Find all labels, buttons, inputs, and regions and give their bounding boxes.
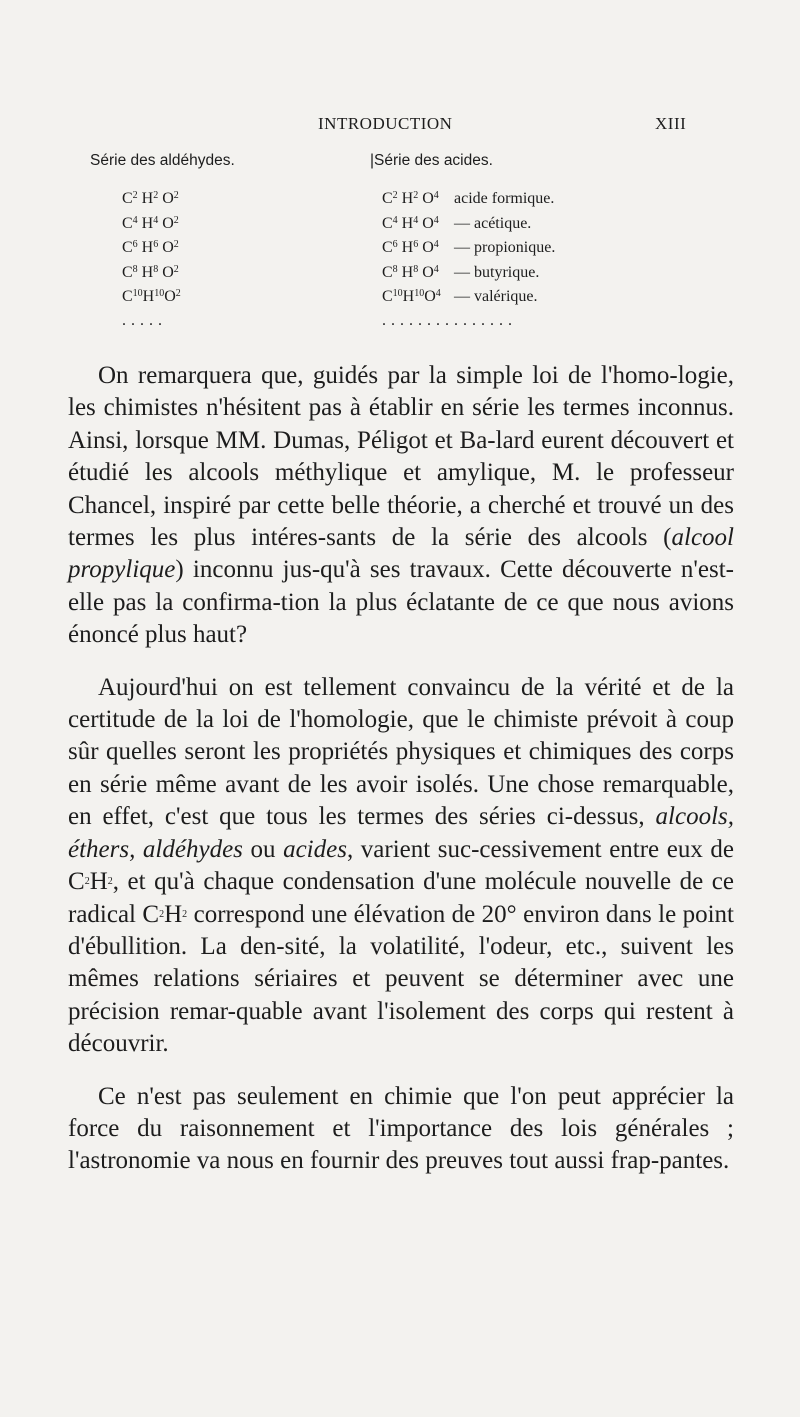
body-text [68, 360, 734, 1178]
running-title: INTRODUCTION [318, 114, 453, 133]
acid-name: — propionique. [454, 239, 556, 256]
acid-formula-list [382, 190, 556, 313]
acid-row [382, 263, 540, 289]
acid-name: — acétique. [454, 214, 532, 232]
acid-formula: $C^4$ $H^4$ $O^4$ [382, 214, 439, 232]
aldehyde-formula: $C^4$ $H^4$ $O^2$ [122, 214, 179, 232]
aldehyde-formula: $C^{10}H^{10}O^2$ [122, 288, 181, 305]
running-header [0, 114, 800, 138]
paragraph-3: Ce n'est pas seulement en chimie que l'on peut apprécier la force du raisonnement et l'importance des lois générales ; l'astronomie va nous en fournir des preuves tout aussi frap-pantes. [68, 1082, 734, 1175]
acid-name: — valérique. [454, 288, 538, 305]
acid-name: — butyrique. [454, 263, 540, 281]
acid-formula: $C^8$ $H^8$ $O^4$ [382, 263, 439, 281]
continuation-dots-left: ..... [122, 312, 167, 329]
paragraph-1: On remarquera que, guidés par la simple loi de l'homo-logie, les chimistes n'hésitent pas à établir en série les termes inconnus. Ainsi, lorsque MM. Dumas, Péligot et Ba-lard eurent découvert et étudié les alcools méthylique et amylique, M. le professeur Chancel, inspiré par cette belle théorie, a cherché et trouvé un des termes les plus intéres-sants de la série des alcools (alcool propylique) inconnu jus-qu'à ses travaux. Cette découverte n'est-elle pas la confirma-tion la plus éclatante de ce que nous avions énoncé plus haut? [68, 362, 734, 649]
aldehyde-formula: $C^6$ $H^6$ $O^2$ [122, 239, 179, 256]
acid-row [382, 288, 538, 313]
aldehyde-series-heading: Série des aldéhydes. [90, 152, 235, 169]
acid-row [382, 190, 555, 215]
aldehyde-formula: $C^8$ $H^8$ $O^2$ [122, 263, 179, 281]
continuation-dots-right: ............... [382, 312, 517, 329]
paragraph-2: Aujourd'hui on est tellement convaincu de la vérité et de la certitude de la loi de l'homologie, que le chimiste prévoit à coup sûr quelles seront les propriétés physiques et chimiques des corps en série même avant de les avoir isolés. Une chose remarquable, en effet, c'est que tous les termes des séries ci-dessus, alcools, éthers, aldéhydes ou acides, varient suc-cessivement entre eux de $C^2H^2$, et qu'à chaque condensation d'une molécule nouvelle de ce radical $C^2H^2$ correspond une élévation de 20° environ dans le point d'ébullition. La den-sité, la volatilité, l'odeur, etc., suivent les mêmes relations sériaires et peuvent se déterminer avec une précision remar-quable avant l'isolement des corps qui restent à découvrir. [68, 673, 735, 1058]
acid-formula: $C^6$ $H^6$ $O^4$ [382, 239, 439, 256]
acid-formula: $C^{10}H^{10}O^4$ [382, 288, 441, 305]
acid-series-heading: |Série des acides. [370, 152, 493, 169]
page-number: XIII [655, 114, 687, 133]
acid-formula: $C^2$ $H^2$ $O^4$ [382, 190, 439, 207]
aldehyde-formula-list [122, 190, 181, 313]
acid-row [382, 239, 556, 264]
acid-name: acide formique. [454, 190, 555, 207]
aldehyde-formula: $C^2$ $H^2$ $O^2$ [122, 190, 179, 207]
acid-row [382, 214, 532, 240]
